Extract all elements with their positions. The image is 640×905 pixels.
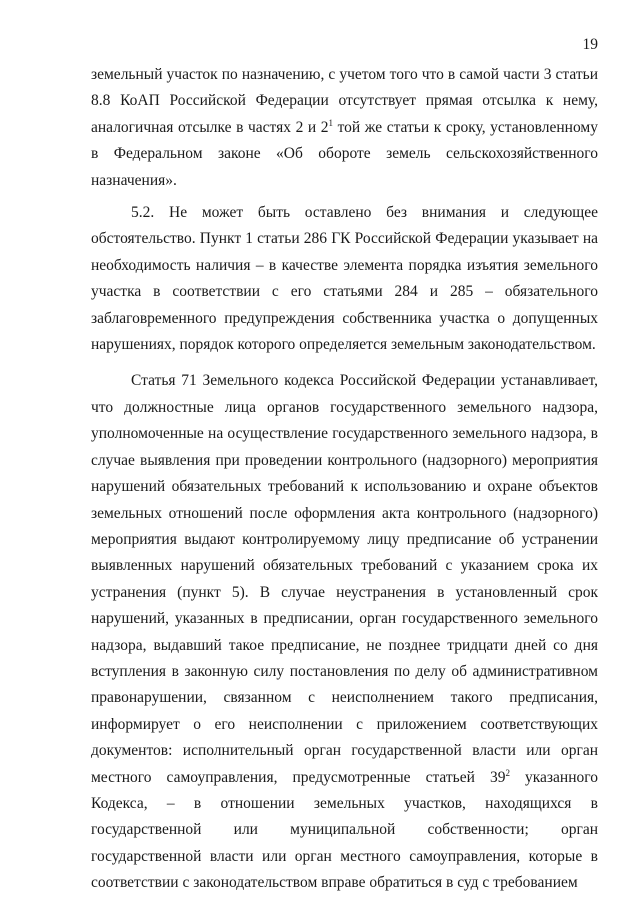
footnote-superscript-2: 2 [505, 767, 510, 778]
paragraph-article-71-text-b: указанного Кодекса, – в отношении земельных участков, находящихся в государственной или муниципальной собственности; орган государственной власти или орган местного самоуправления, которые в соответствии с законодательством вправе обратиться в суд с требованием [91, 768, 598, 892]
body-text [91, 62, 598, 897]
page-number: 19 [582, 36, 598, 53]
paragraph-continuation-text-a: земельный участок по назначению, с учетом того что в самой части 3 статьи 8.8 КоАП Российской Федерации отсутствует прямая отсылка к нему, аналогичная отсылке в частях 2 и 2 [91, 66, 598, 136]
paragraph-continuation-text-b: той же статьи к сроку, установленному в Федеральном законе «Об обороте земель сельскохозяйственного назначения». [91, 118, 598, 189]
paragraph-article-71 [91, 368, 598, 896]
footnote-superscript-1: 1 [328, 117, 333, 128]
paragraph-article-71-text-a: Статья 71 Земельного кодекса Российской Федерации устанавливает, что должностные лица органов государственного земельного надзора, уполномоченные на осуществление государственного земельного надзора, в случае выявления при проведении контрольного (надзорного) мероприятия нарушений обязательных требований к использованию и охране объектов земельных отношений после оформления акта контрольного (надзорного) мероприятия выдают контролируемому лицу предписание об устранении выявленных нарушений обязательных требований с указанием срока их устранения (пункт 5). В случае неустранения в установленный срок нарушений, указанных в предписании, орган государственного земельного надзора, выдавший такое предписание, не позднее тридцати дней со дня вступления в законную силу постановления по делу об административном правонарушении, связанном с неисполнением такого предписания, информирует о его неисполнении с приложением соответствующих документов: исполнительный орган государственной власти или орган местного самоуправления, предусмотренные статьей 39 [91, 372, 598, 786]
paragraph-continuation [91, 62, 598, 194]
paragraph-5-2: 5.2. Не может быть оставлено без внимания и следующее обстоятельство. Пункт 1 статьи 286 ГК Российской Федерации указывает на необходимость наличия – в качестве элемента порядка изъятия земельного участка в соответствии с его статьями 284 и 285 – обязательного заблаговременного предупреждения собственника участка о допущенных нарушениях, порядок которого определяется земельным законодательством. [91, 204, 598, 354]
